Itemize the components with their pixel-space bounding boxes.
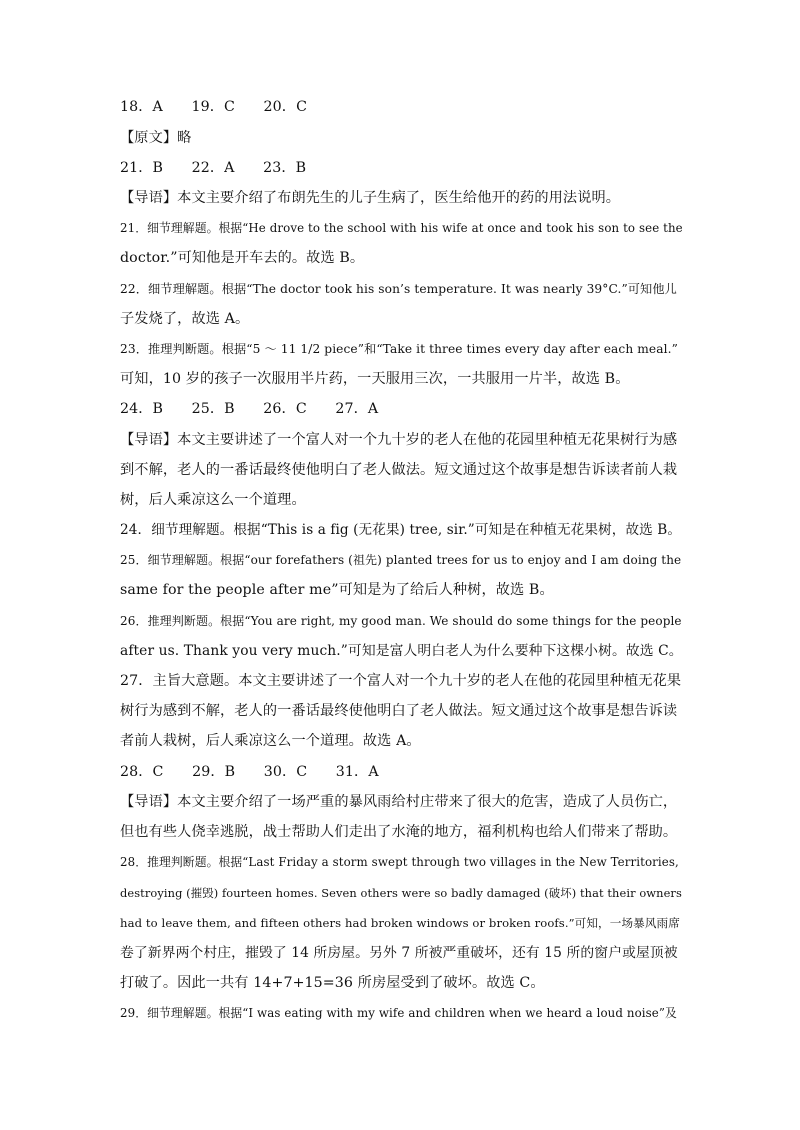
guide-paragraph: 但也有些人侥幸逃脱，战士帮助人们走出了水淹的地方，福利机构也给人们带来了帮助。 xyxy=(120,824,678,840)
guide-paragraph: 【导语】本文主要介绍了布朗先生的儿子生病了，医生给他开的药的用法说明。 xyxy=(120,190,621,206)
explanation-line: 24．细节理解题。根据“This is a fig (无花果) tree, sir.”可知是在种植无花果树，故选 B。 xyxy=(120,522,682,538)
answer-line-21-23: 21．B 22．A 23．B xyxy=(120,160,307,176)
answer-line-28-31: 28．C 29．B 30．C 31．A xyxy=(120,764,379,780)
guide-paragraph: 【导语】本文主要介绍了一场严重的暴风雨给村庄带来了很大的危害，造成了人员伤亡， xyxy=(120,794,678,810)
explanation-line: destroying (摧毁) fourteen homes. Seven others were so badly damaged (破坏) that their owners xyxy=(120,886,682,900)
explanation-line: 可知，10 岁的孩子一次服用半片药，一天服用三次，一共服用一片半，故选 B。 xyxy=(120,371,630,387)
guide-paragraph: 【导语】本文主要讲述了一个富人对一个九十岁的老人在他的花园里种植无花果树行为感 xyxy=(120,432,678,448)
guide-paragraph: 到不解，老人的一番话最终使他明白了老人做法。短文通过这个故事是想告诉读者前人栽 xyxy=(120,462,678,478)
explanation-line: 28．推理判断题。根据“Last Friday a storm swept through two villages in the New Territories, xyxy=(120,855,679,869)
explanation-line: 25．细节理解题。根据“our forefathers (祖先) planted trees for us to enjoy and I am doing the xyxy=(120,553,682,567)
explanation-line: 27．主旨大意题。本文主要讲述了一个富人对一个九十岁的老人在他的花园里种植无花果 xyxy=(120,673,682,689)
explanation-line: 子发烧了，故选 A。 xyxy=(120,311,250,327)
explanation-line: 26．推理判断题。根据“You are right, my good man. We should do some things for the people xyxy=(120,614,682,628)
explanation-line: 卷了新界两个村庄，摧毁了 14 所房屋。另外 7 所被严重破坏，还有 15 所的窗户或屋顶被 xyxy=(120,945,678,961)
explanation-line: same for the people after me”可知是为了给后人种树，故选 B。 xyxy=(120,582,554,598)
explanation-line: 23．推理判断题。根据“5 ～ 11 1/2 piece”和“Take it three times every day after each meal.” xyxy=(120,342,678,356)
original-text-note: 【原文】略 xyxy=(120,130,192,146)
explanation-line: 29．细节理解题。根据“I was eating with my wife and children when we heard a loud noise”及 xyxy=(120,1006,677,1020)
explanation-line: 打破了。因此一共有 14+7+15=36 所房屋受到了破坏。故选 C。 xyxy=(120,975,545,991)
explanation-line: 22．细节理解题。根据“The doctor took his son’s temperature. It was nearly 39°C.”可知他儿 xyxy=(120,282,677,296)
explanation-line: doctor.”可知他是开车去的。故选 B。 xyxy=(120,250,365,266)
answer-line-18-20: 18．A 19．C 20．C xyxy=(120,99,308,115)
explanation-line: 树行为感到不解，老人的一番话最终使他明白了老人做法。短文通过这个故事是想告诉读 xyxy=(120,703,678,719)
explanation-line: 21．细节理解题。根据“He drove to the school with his wife at once and took his son to see the xyxy=(120,221,683,235)
answer-line-24-27: 24．B 25．B 26．C 27．A xyxy=(120,401,379,417)
explanation-line: after us. Thank you very much.”可知是富人明白老人为什么要种下这棵小树。故选 C。 xyxy=(120,643,683,659)
explanation-line: had to leave them, and fifteen others had broken windows or broken roofs.”可知，一场暴风雨席 xyxy=(120,916,680,930)
guide-paragraph: 树，后人乘凉这么一个道理。 xyxy=(120,492,306,508)
explanation-line: 者前人栽树，后人乘凉这么一个道理。故选 A。 xyxy=(120,733,421,749)
